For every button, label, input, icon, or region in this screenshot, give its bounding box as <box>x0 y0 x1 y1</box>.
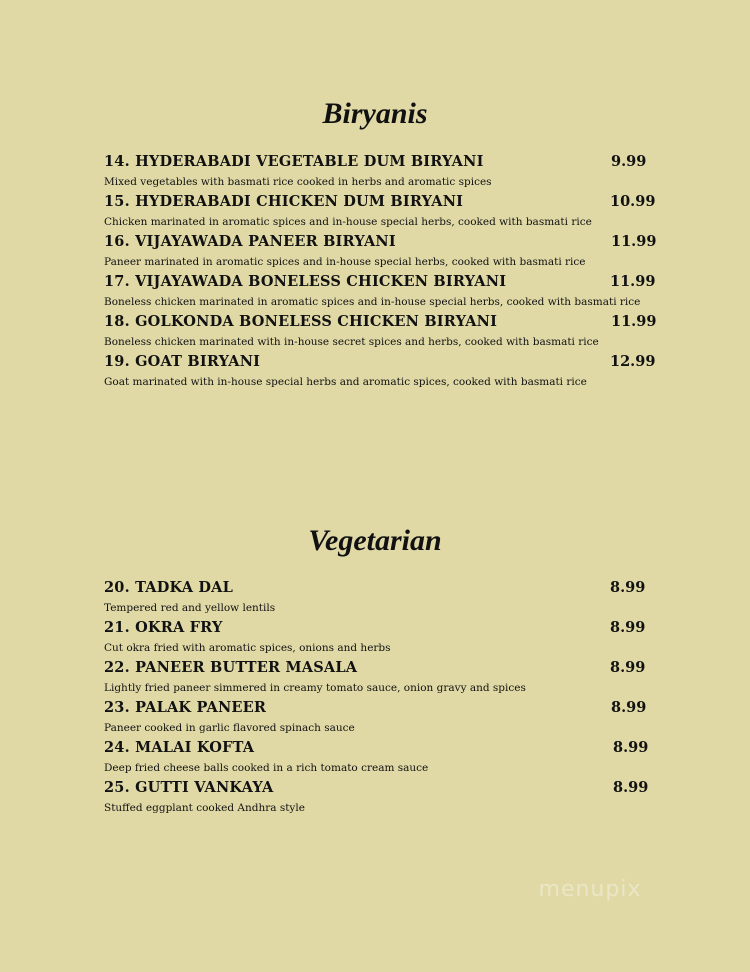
item-name: 14. HYDERABADI VEGETABLE DUM BIRYANI <box>104 153 484 170</box>
item-description: Paneer marinated in aromatic spices and in-house special herbs, cooked with basmati rice <box>104 256 586 268</box>
item-price: 12.99 <box>610 353 656 370</box>
item-price: 8.99 <box>610 579 646 596</box>
item-price: 9.99 <box>611 153 647 170</box>
item-name: 21. OKRA FRY <box>104 619 223 636</box>
menu-item <box>104 353 664 393</box>
item-name: 25. GUTTI VANKAYA <box>104 779 274 796</box>
item-name: 17. VIJAYAWADA BONELESS CHICKEN BIRYANI <box>104 273 507 290</box>
item-price: 11.99 <box>611 313 657 330</box>
menu-item <box>104 699 664 739</box>
item-description: Boneless chicken marinated in aromatic spices and in-house special herbs, cooked with basmati rice <box>104 296 641 308</box>
item-name: 16. VIJAYAWADA PANEER BIRYANI <box>104 233 396 250</box>
menu-item <box>104 659 664 699</box>
item-description: Cut okra fried with aromatic spices, onions and herbs <box>104 642 391 654</box>
menu-item <box>104 193 664 233</box>
item-name: 18. GOLKONDA BONELESS CHICKEN BIRYANI <box>104 313 498 330</box>
item-description: Stuffed eggplant cooked Andhra style <box>104 802 305 814</box>
item-name: 23. PALAK PANEER <box>104 699 267 716</box>
item-price: 8.99 <box>613 739 649 756</box>
menu-item <box>104 579 664 619</box>
menu-item <box>104 779 664 819</box>
item-price: 8.99 <box>613 779 649 796</box>
item-description: Chicken marinated in aromatic spices and in-house special herbs, cooked with basmati rice <box>104 216 592 228</box>
item-name: 22. PANEER BUTTER MASALA <box>104 659 358 676</box>
section-title-vegetarian: Vegetarian <box>308 524 442 557</box>
item-price: 8.99 <box>610 619 646 636</box>
item-price: 8.99 <box>611 699 647 716</box>
item-price: 11.99 <box>610 273 656 290</box>
item-description: Deep fried cheese balls cooked in a rich tomato cream sauce <box>104 762 429 774</box>
item-name: 20. TADKA DAL <box>104 579 234 596</box>
item-name: 15. HYDERABADI CHICKEN DUM BIRYANI <box>104 193 464 210</box>
vegetarian-list <box>104 579 664 819</box>
watermark-logo: menupix <box>538 877 642 902</box>
item-price: 10.99 <box>610 193 656 210</box>
item-name: 19. GOAT BIRYANI <box>104 353 261 370</box>
item-price: 8.99 <box>610 659 646 676</box>
item-description: Tempered red and yellow lentils <box>104 602 276 614</box>
biryanis-list <box>104 153 664 393</box>
item-price: 11.99 <box>611 233 657 250</box>
item-description: Paneer cooked in garlic flavored spinach sauce <box>104 722 355 734</box>
item-description: Goat marinated with in-house special herbs and aromatic spices, cooked with basmati rice <box>104 376 587 388</box>
item-description: Mixed vegetables with basmati rice cooked in herbs and aromatic spices <box>104 176 492 188</box>
menu-item <box>104 313 664 353</box>
menu-item <box>104 619 664 659</box>
menu-item <box>104 739 664 779</box>
item-description: Boneless chicken marinated with in-house secret spices and herbs, cooked with basmati rice <box>104 336 599 348</box>
item-name: 24. MALAI KOFTA <box>104 739 255 756</box>
menu-item <box>104 153 664 193</box>
menu-item <box>104 273 664 313</box>
section-title-biryanis: Biryanis <box>322 97 428 130</box>
item-description: Lightly fried paneer simmered in creamy tomato sauce, onion gravy and spices <box>104 682 526 694</box>
menu-item <box>104 233 664 273</box>
